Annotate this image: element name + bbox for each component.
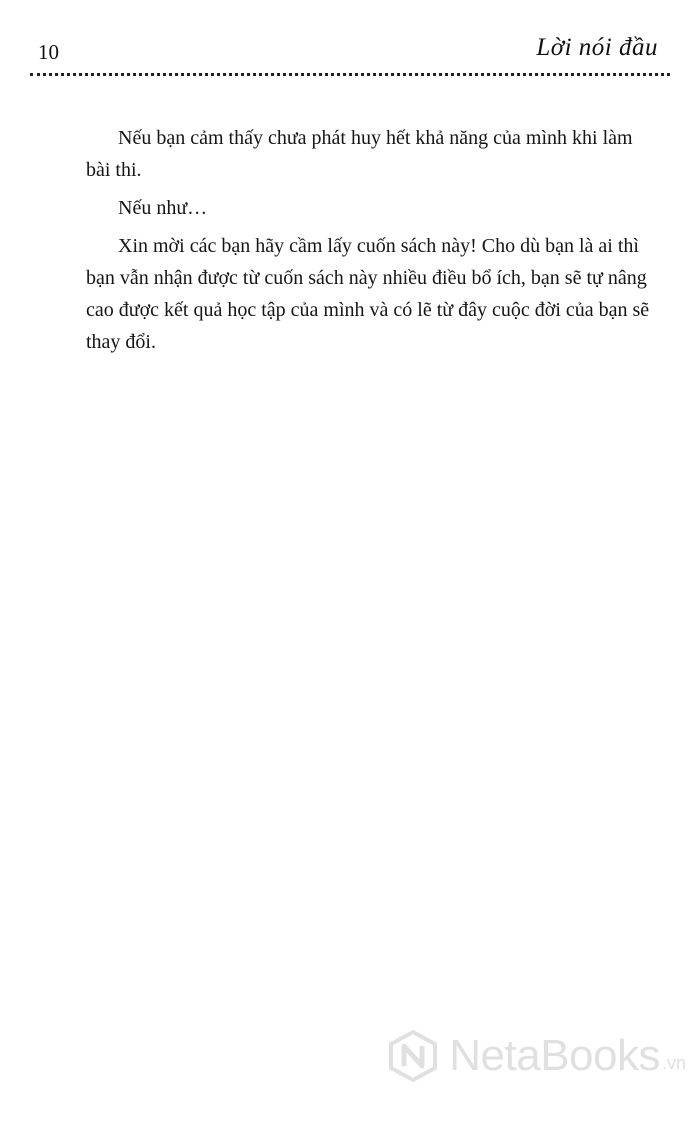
watermark-suffix: .vn [661, 1053, 686, 1073]
paragraph: Xin mời các bạn hãy cầm lấy cuốn sách này! Cho dù bạn là ai thì bạn vẫn nhận được từ cuốn sách này nhiều điều bổ ích, bạn sẽ tự nâng cao được kết quả học tập của mình và có lẽ từ đây cuộc đời của bạn sẽ thay đổi. [86, 235, 650, 353]
watermark-brand: NetaBooks [449, 1031, 660, 1080]
header-divider [30, 73, 670, 76]
paragraph: Nếu như… [118, 197, 208, 219]
page-number: 10 [38, 40, 59, 64]
paragraph: Nếu bạn cảm thấy chưa phát huy hết khả năng của mình khi làm bài thi. [86, 127, 633, 181]
netabooks-logo-icon [387, 1030, 439, 1082]
running-title: Lời nói đầu [536, 34, 658, 61]
watermark [387, 1030, 686, 1082]
body-text [86, 122, 656, 364]
